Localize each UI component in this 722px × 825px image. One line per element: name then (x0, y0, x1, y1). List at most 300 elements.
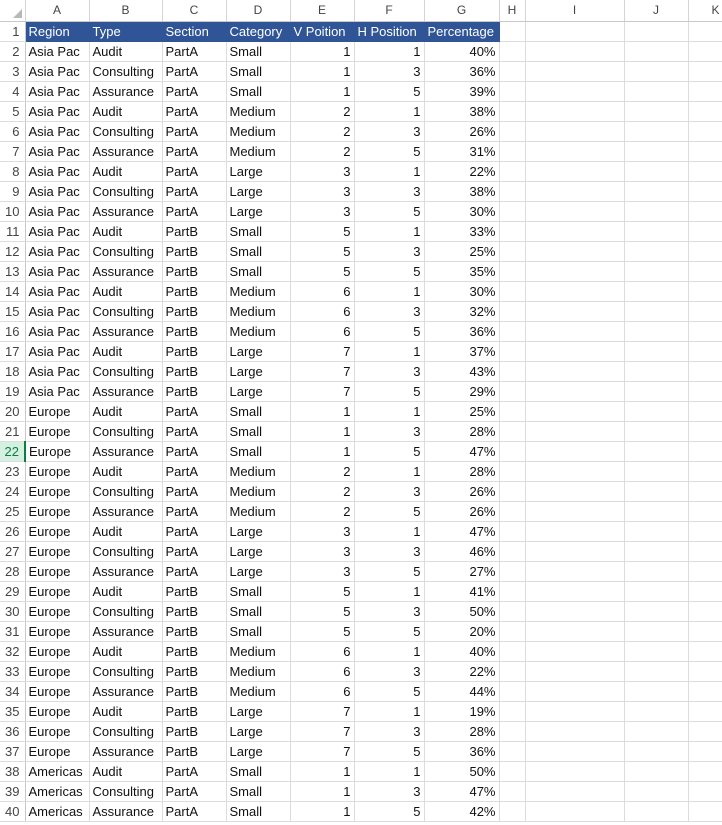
data-cell[interactable]: PartB (162, 641, 226, 661)
data-cell[interactable]: Audit (89, 401, 162, 421)
data-cell[interactable]: Consulting (89, 601, 162, 621)
data-cell[interactable]: 7 (290, 741, 354, 761)
empty-cell[interactable] (499, 41, 525, 61)
empty-cell[interactable] (624, 261, 688, 281)
empty-cell[interactable] (688, 741, 722, 761)
data-cell[interactable]: Asia Pac (25, 201, 89, 221)
empty-cell[interactable] (624, 501, 688, 521)
row-header[interactable]: 1 (0, 21, 25, 41)
data-cell[interactable]: Small (226, 761, 290, 781)
row-header[interactable]: 10 (0, 201, 25, 221)
empty-cell[interactable] (624, 201, 688, 221)
data-cell[interactable]: Large (226, 341, 290, 361)
empty-cell[interactable] (525, 61, 624, 81)
empty-cell[interactable] (499, 741, 525, 761)
data-cell[interactable]: Europe (25, 461, 89, 481)
data-cell[interactable]: 5 (354, 801, 424, 821)
data-cell[interactable]: Consulting (89, 541, 162, 561)
empty-cell[interactable] (525, 421, 624, 441)
empty-cell[interactable] (525, 141, 624, 161)
data-cell[interactable]: Assurance (89, 261, 162, 281)
data-cell[interactable]: PartB (162, 321, 226, 341)
row-header[interactable]: 8 (0, 161, 25, 181)
data-cell[interactable]: PartB (162, 341, 226, 361)
empty-cell[interactable] (499, 581, 525, 601)
empty-cell[interactable] (624, 101, 688, 121)
empty-cell[interactable] (499, 721, 525, 741)
select-all-button[interactable] (0, 0, 25, 21)
data-cell[interactable]: Assurance (89, 621, 162, 641)
data-cell[interactable]: Europe (25, 501, 89, 521)
empty-cell[interactable] (624, 741, 688, 761)
row-header[interactable]: 20 (0, 401, 25, 421)
empty-cell[interactable] (624, 721, 688, 741)
row-header[interactable]: 15 (0, 301, 25, 321)
column-header-a[interactable]: A (25, 0, 89, 21)
column-header-b[interactable]: B (89, 0, 162, 21)
column-header-e[interactable]: E (290, 0, 354, 21)
data-cell[interactable]: Assurance (89, 561, 162, 581)
data-cell[interactable]: Audit (89, 281, 162, 301)
data-cell[interactable]: Medium (226, 501, 290, 521)
data-cell[interactable]: Small (226, 241, 290, 261)
data-cell[interactable]: PartB (162, 241, 226, 261)
data-cell[interactable]: 33% (424, 221, 499, 241)
empty-cell[interactable] (525, 401, 624, 421)
row-header[interactable]: 31 (0, 621, 25, 641)
data-cell[interactable]: Small (226, 621, 290, 641)
data-cell[interactable]: 46% (424, 541, 499, 561)
data-cell[interactable]: Audit (89, 641, 162, 661)
data-cell[interactable]: 19% (424, 701, 499, 721)
data-cell[interactable]: PartB (162, 661, 226, 681)
empty-cell[interactable] (688, 261, 722, 281)
data-cell[interactable]: 1 (290, 41, 354, 61)
data-cell[interactable]: 5 (354, 561, 424, 581)
data-cell[interactable]: 29% (424, 381, 499, 401)
data-cell[interactable]: 5 (354, 741, 424, 761)
row-header[interactable]: 40 (0, 801, 25, 821)
empty-cell[interactable] (525, 801, 624, 821)
data-cell[interactable]: 1 (354, 761, 424, 781)
empty-cell[interactable] (499, 101, 525, 121)
data-cell[interactable]: 47% (424, 781, 499, 801)
data-cell[interactable]: Small (226, 61, 290, 81)
data-cell[interactable]: Assurance (89, 741, 162, 761)
data-cell[interactable]: 39% (424, 81, 499, 101)
data-cell[interactable]: 1 (354, 221, 424, 241)
data-cell[interactable]: Small (226, 221, 290, 241)
data-cell[interactable]: 27% (424, 561, 499, 581)
row-header[interactable]: 13 (0, 261, 25, 281)
data-cell[interactable]: 40% (424, 41, 499, 61)
header-cell[interactable]: V Poition (290, 21, 354, 41)
empty-cell[interactable] (499, 321, 525, 341)
empty-cell[interactable] (688, 361, 722, 381)
data-cell[interactable]: Medium (226, 461, 290, 481)
empty-cell[interactable] (624, 321, 688, 341)
empty-cell[interactable] (525, 761, 624, 781)
data-cell[interactable]: PartA (162, 541, 226, 561)
data-cell[interactable]: PartA (162, 61, 226, 81)
data-cell[interactable]: Asia Pac (25, 341, 89, 361)
data-cell[interactable]: Asia Pac (25, 301, 89, 321)
empty-cell[interactable] (688, 541, 722, 561)
empty-cell[interactable] (624, 681, 688, 701)
data-cell[interactable]: 1 (290, 401, 354, 421)
data-cell[interactable]: PartA (162, 801, 226, 821)
data-cell[interactable]: 40% (424, 641, 499, 661)
data-cell[interactable]: Large (226, 701, 290, 721)
empty-cell[interactable] (624, 181, 688, 201)
empty-cell[interactable] (499, 241, 525, 261)
empty-cell[interactable] (499, 641, 525, 661)
data-cell[interactable]: 47% (424, 441, 499, 461)
data-cell[interactable]: Consulting (89, 301, 162, 321)
empty-cell[interactable] (499, 501, 525, 521)
data-cell[interactable]: 3 (354, 121, 424, 141)
data-cell[interactable]: Asia Pac (25, 41, 89, 61)
empty-cell[interactable] (624, 801, 688, 821)
row-header[interactable]: 9 (0, 181, 25, 201)
empty-cell[interactable] (525, 281, 624, 301)
empty-cell[interactable] (624, 21, 688, 41)
empty-cell[interactable] (688, 561, 722, 581)
column-header-j[interactable]: J (624, 0, 688, 21)
empty-cell[interactable] (688, 781, 722, 801)
data-cell[interactable]: Asia Pac (25, 81, 89, 101)
empty-cell[interactable] (624, 41, 688, 61)
data-cell[interactable]: Large (226, 721, 290, 741)
data-cell[interactable]: 5 (290, 581, 354, 601)
data-cell[interactable]: Assurance (89, 201, 162, 221)
data-cell[interactable]: Large (226, 541, 290, 561)
data-cell[interactable]: 2 (290, 121, 354, 141)
data-cell[interactable]: 3 (354, 481, 424, 501)
data-cell[interactable]: Consulting (89, 181, 162, 201)
empty-cell[interactable] (624, 121, 688, 141)
data-cell[interactable]: 28% (424, 461, 499, 481)
empty-cell[interactable] (525, 221, 624, 241)
data-cell[interactable]: 1 (354, 101, 424, 121)
data-cell[interactable]: 5 (290, 221, 354, 241)
empty-cell[interactable] (688, 581, 722, 601)
data-cell[interactable]: PartA (162, 781, 226, 801)
empty-cell[interactable] (499, 621, 525, 641)
data-cell[interactable]: Americas (25, 781, 89, 801)
data-cell[interactable]: 3 (290, 541, 354, 561)
empty-cell[interactable] (499, 681, 525, 701)
column-header-f[interactable]: F (354, 0, 424, 21)
data-cell[interactable]: Europe (25, 421, 89, 441)
data-cell[interactable]: 30% (424, 281, 499, 301)
empty-cell[interactable] (688, 201, 722, 221)
empty-cell[interactable] (499, 221, 525, 241)
empty-cell[interactable] (688, 681, 722, 701)
data-cell[interactable]: 5 (354, 141, 424, 161)
empty-cell[interactable] (688, 701, 722, 721)
data-cell[interactable]: 2 (290, 501, 354, 521)
data-cell[interactable]: PartA (162, 401, 226, 421)
empty-cell[interactable] (624, 461, 688, 481)
data-cell[interactable]: Asia Pac (25, 161, 89, 181)
data-cell[interactable]: Europe (25, 661, 89, 681)
row-header[interactable]: 25 (0, 501, 25, 521)
empty-cell[interactable] (688, 281, 722, 301)
row-header[interactable]: 5 (0, 101, 25, 121)
empty-cell[interactable] (624, 141, 688, 161)
data-cell[interactable]: 3 (290, 181, 354, 201)
data-cell[interactable]: Asia Pac (25, 101, 89, 121)
data-cell[interactable]: Europe (25, 401, 89, 421)
empty-cell[interactable] (525, 641, 624, 661)
data-cell[interactable]: 26% (424, 121, 499, 141)
data-cell[interactable]: PartA (162, 421, 226, 441)
data-cell[interactable]: Audit (89, 41, 162, 61)
data-cell[interactable]: Small (226, 401, 290, 421)
data-cell[interactable]: Europe (25, 621, 89, 641)
empty-cell[interactable] (499, 181, 525, 201)
data-cell[interactable]: 42% (424, 801, 499, 821)
data-cell[interactable]: 1 (290, 801, 354, 821)
data-cell[interactable]: Audit (89, 461, 162, 481)
column-header-k[interactable]: K (688, 0, 722, 21)
data-cell[interactable]: Small (226, 801, 290, 821)
empty-cell[interactable] (525, 241, 624, 261)
data-cell[interactable]: 2 (290, 461, 354, 481)
empty-cell[interactable] (525, 661, 624, 681)
data-cell[interactable]: 6 (290, 301, 354, 321)
empty-cell[interactable] (624, 481, 688, 501)
empty-cell[interactable] (525, 101, 624, 121)
empty-cell[interactable] (525, 481, 624, 501)
data-cell[interactable]: PartA (162, 441, 226, 461)
empty-cell[interactable] (499, 361, 525, 381)
row-header[interactable]: 12 (0, 241, 25, 261)
data-cell[interactable]: Consulting (89, 781, 162, 801)
empty-cell[interactable] (499, 21, 525, 41)
data-cell[interactable]: 1 (354, 41, 424, 61)
data-cell[interactable]: Europe (25, 601, 89, 621)
column-header-h[interactable]: H (499, 0, 525, 21)
data-cell[interactable]: PartA (162, 41, 226, 61)
data-cell[interactable]: 36% (424, 61, 499, 81)
empty-cell[interactable] (688, 461, 722, 481)
data-cell[interactable]: 3 (354, 181, 424, 201)
data-cell[interactable]: Large (226, 361, 290, 381)
data-cell[interactable]: Assurance (89, 141, 162, 161)
data-cell[interactable]: 3 (354, 421, 424, 441)
data-cell[interactable]: Small (226, 601, 290, 621)
empty-cell[interactable] (525, 21, 624, 41)
data-cell[interactable]: Europe (25, 701, 89, 721)
empty-cell[interactable] (624, 541, 688, 561)
empty-cell[interactable] (525, 621, 624, 641)
empty-cell[interactable] (499, 761, 525, 781)
data-cell[interactable]: Consulting (89, 241, 162, 261)
data-cell[interactable]: 3 (354, 781, 424, 801)
empty-cell[interactable] (499, 141, 525, 161)
row-header[interactable]: 3 (0, 61, 25, 81)
row-header[interactable]: 4 (0, 81, 25, 101)
empty-cell[interactable] (688, 21, 722, 41)
row-header[interactable]: 14 (0, 281, 25, 301)
empty-cell[interactable] (688, 221, 722, 241)
row-header[interactable]: 2 (0, 41, 25, 61)
data-cell[interactable]: 22% (424, 161, 499, 181)
data-cell[interactable]: Audit (89, 521, 162, 541)
data-cell[interactable]: 3 (354, 361, 424, 381)
empty-cell[interactable] (688, 241, 722, 261)
empty-cell[interactable] (525, 361, 624, 381)
empty-cell[interactable] (499, 381, 525, 401)
header-cell[interactable]: H Position (354, 21, 424, 41)
empty-cell[interactable] (624, 281, 688, 301)
empty-cell[interactable] (525, 441, 624, 461)
empty-cell[interactable] (499, 781, 525, 801)
data-cell[interactable]: Consulting (89, 121, 162, 141)
data-cell[interactable]: Consulting (89, 721, 162, 741)
row-header[interactable]: 27 (0, 541, 25, 561)
data-cell[interactable]: Asia Pac (25, 321, 89, 341)
data-cell[interactable]: Americas (25, 801, 89, 821)
data-cell[interactable]: Asia Pac (25, 121, 89, 141)
empty-cell[interactable] (499, 401, 525, 421)
data-cell[interactable]: Assurance (89, 501, 162, 521)
data-cell[interactable]: Consulting (89, 421, 162, 441)
empty-cell[interactable] (688, 81, 722, 101)
data-cell[interactable]: 1 (290, 421, 354, 441)
empty-cell[interactable] (525, 601, 624, 621)
empty-cell[interactable] (499, 81, 525, 101)
data-cell[interactable]: 5 (290, 601, 354, 621)
data-cell[interactable]: Americas (25, 761, 89, 781)
data-cell[interactable]: Consulting (89, 61, 162, 81)
data-cell[interactable]: 25% (424, 241, 499, 261)
data-cell[interactable]: Audit (89, 161, 162, 181)
data-cell[interactable]: 6 (290, 641, 354, 661)
row-header[interactable]: 17 (0, 341, 25, 361)
empty-cell[interactable] (499, 281, 525, 301)
row-header[interactable]: 23 (0, 461, 25, 481)
data-cell[interactable]: PartA (162, 201, 226, 221)
empty-cell[interactable] (525, 521, 624, 541)
empty-cell[interactable] (688, 161, 722, 181)
empty-cell[interactable] (499, 441, 525, 461)
data-cell[interactable]: 1 (354, 281, 424, 301)
empty-cell[interactable] (688, 761, 722, 781)
data-cell[interactable]: 3 (354, 241, 424, 261)
data-cell[interactable]: 1 (290, 441, 354, 461)
row-header[interactable]: 21 (0, 421, 25, 441)
column-header-i[interactable]: I (525, 0, 624, 21)
empty-cell[interactable] (624, 81, 688, 101)
data-cell[interactable]: Consulting (89, 661, 162, 681)
data-cell[interactable]: 1 (290, 781, 354, 801)
data-cell[interactable]: 5 (354, 321, 424, 341)
empty-cell[interactable] (499, 701, 525, 721)
data-cell[interactable]: 5 (354, 501, 424, 521)
data-cell[interactable]: 7 (290, 701, 354, 721)
row-header[interactable]: 18 (0, 361, 25, 381)
data-cell[interactable]: Europe (25, 581, 89, 601)
data-cell[interactable]: 38% (424, 181, 499, 201)
header-cell[interactable]: Section (162, 21, 226, 41)
data-cell[interactable]: 6 (290, 661, 354, 681)
data-cell[interactable]: PartB (162, 381, 226, 401)
data-cell[interactable]: Consulting (89, 361, 162, 381)
row-header[interactable]: 6 (0, 121, 25, 141)
data-cell[interactable]: Audit (89, 341, 162, 361)
empty-cell[interactable] (688, 341, 722, 361)
data-cell[interactable]: Assurance (89, 801, 162, 821)
data-cell[interactable]: 35% (424, 261, 499, 281)
row-header[interactable]: 24 (0, 481, 25, 501)
data-cell[interactable]: PartB (162, 301, 226, 321)
data-cell[interactable]: 3 (354, 601, 424, 621)
empty-cell[interactable] (525, 321, 624, 341)
data-cell[interactable]: 5 (290, 261, 354, 281)
empty-cell[interactable] (688, 181, 722, 201)
data-cell[interactable]: 3 (290, 201, 354, 221)
column-header-c[interactable]: C (162, 0, 226, 21)
data-cell[interactable]: Europe (25, 521, 89, 541)
empty-cell[interactable] (688, 801, 722, 821)
data-cell[interactable]: 3 (354, 301, 424, 321)
data-cell[interactable]: Asia Pac (25, 381, 89, 401)
data-cell[interactable]: Medium (226, 121, 290, 141)
row-header[interactable]: 37 (0, 741, 25, 761)
data-cell[interactable]: 2 (290, 101, 354, 121)
data-cell[interactable]: 41% (424, 581, 499, 601)
empty-cell[interactable] (624, 781, 688, 801)
data-cell[interactable]: Asia Pac (25, 281, 89, 301)
data-cell[interactable]: PartA (162, 121, 226, 141)
empty-cell[interactable] (499, 61, 525, 81)
empty-cell[interactable] (499, 261, 525, 281)
header-cell[interactable]: Type (89, 21, 162, 41)
empty-cell[interactable] (688, 321, 722, 341)
data-cell[interactable]: PartA (162, 161, 226, 181)
data-cell[interactable]: Asia Pac (25, 361, 89, 381)
empty-cell[interactable] (525, 341, 624, 361)
data-cell[interactable]: 3 (354, 541, 424, 561)
empty-cell[interactable] (688, 381, 722, 401)
data-cell[interactable]: 1 (354, 401, 424, 421)
data-cell[interactable]: PartB (162, 681, 226, 701)
data-cell[interactable]: PartB (162, 581, 226, 601)
data-cell[interactable]: PartA (162, 181, 226, 201)
empty-cell[interactable] (624, 661, 688, 681)
data-cell[interactable]: PartA (162, 481, 226, 501)
empty-cell[interactable] (499, 481, 525, 501)
data-cell[interactable]: 25% (424, 401, 499, 421)
data-cell[interactable]: 1 (354, 641, 424, 661)
empty-cell[interactable] (624, 361, 688, 381)
data-cell[interactable]: 3 (290, 561, 354, 581)
data-cell[interactable]: 1 (354, 701, 424, 721)
row-header[interactable]: 32 (0, 641, 25, 661)
data-cell[interactable]: 38% (424, 101, 499, 121)
data-cell[interactable]: Medium (226, 281, 290, 301)
data-cell[interactable]: PartB (162, 261, 226, 281)
data-cell[interactable]: Large (226, 521, 290, 541)
data-cell[interactable]: Europe (25, 641, 89, 661)
empty-cell[interactable] (624, 301, 688, 321)
empty-cell[interactable] (688, 521, 722, 541)
empty-cell[interactable] (624, 621, 688, 641)
data-cell[interactable]: 1 (354, 581, 424, 601)
